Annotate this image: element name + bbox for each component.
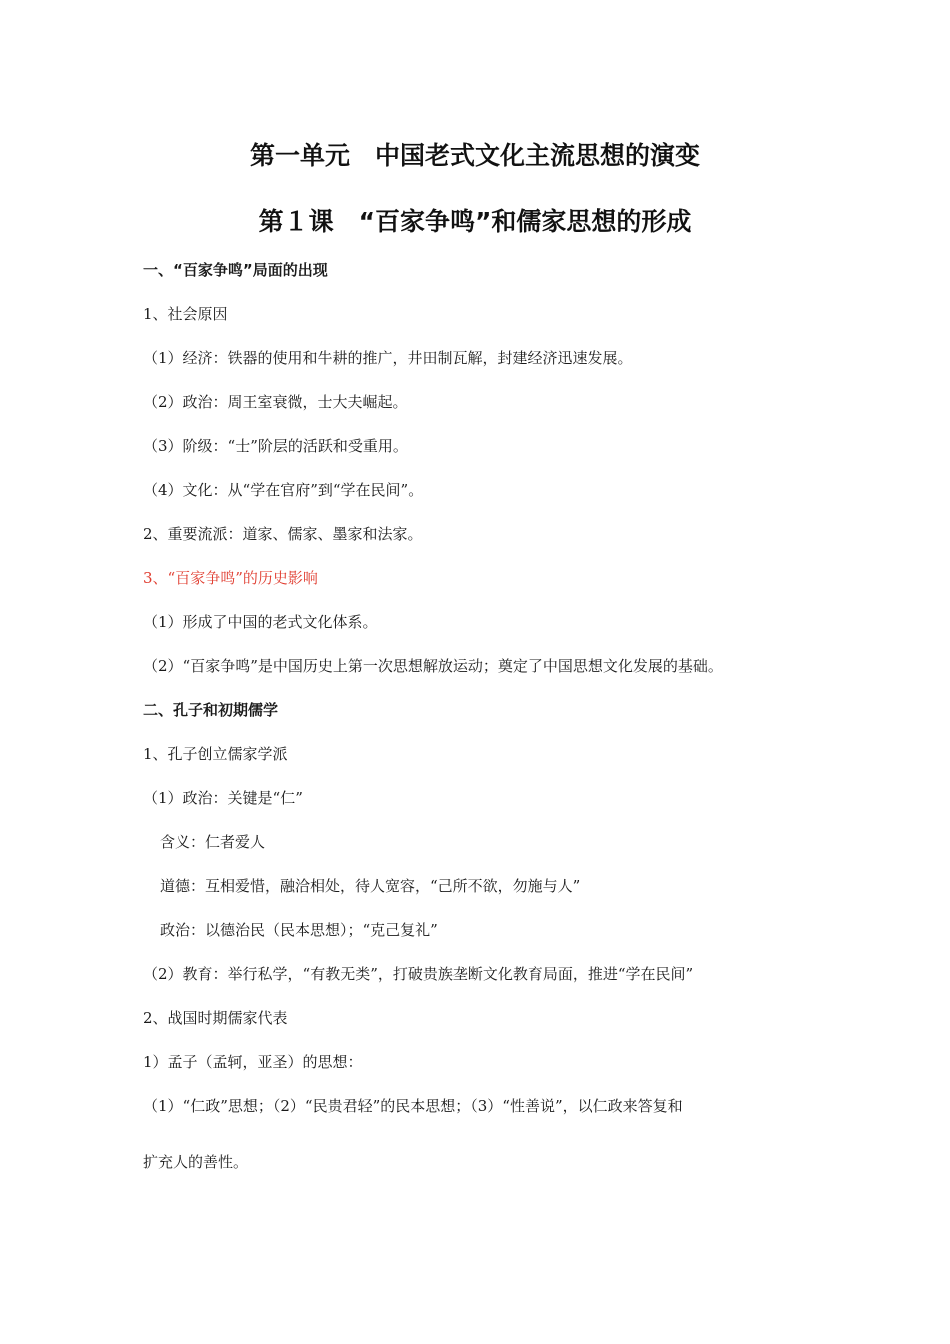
paragraph-line-indented: 道德：互相爱惜，融洽相处，待人宽容，“己所不欲，勿施与人”: [160, 877, 581, 895]
paragraph-line: （1）形成了中国的老式文化体系。: [143, 613, 378, 631]
paragraph-line: （2）政治：周王室衰微，士大夫崛起。: [143, 393, 408, 411]
unit-title: 第一单元 中国老式文化主流思想的演变: [249, 141, 700, 170]
section-heading-2: 二、孔子和初期儒学: [143, 701, 279, 719]
paragraph-line: 扩充人的善性。: [143, 1153, 249, 1171]
paragraph-line: （1）经济：铁器的使用和牛耕的推广，井田制瓦解，封建经济迅速发展。: [143, 349, 633, 367]
subsection-1-2: 2、重要流派：道家、儒家、墨家和法家。: [143, 525, 423, 543]
paragraph-line: （2）教育：举行私学，“有教无类”，打破贵族垄断文化教育局面，推进“学在民间”: [143, 965, 694, 983]
paragraph-line-indented: 含义：仁者爱人: [160, 833, 266, 851]
section-heading-1: 一、“百家争鸣”局面的出现: [143, 261, 328, 279]
paragraph-line: （1）政治：关键是“仁”: [143, 789, 303, 807]
paragraph-line: （4）文化：从“学在官府”到“学在民间”。: [143, 481, 424, 499]
subsection-2-2: 2、战国时期儒家代表: [143, 1009, 288, 1027]
paragraph-line: 1）孟子（孟轲，亚圣）的思想：: [143, 1053, 363, 1071]
paragraph-line: （2）“百家争鸣”是中国历史上第一次思想解放运动；奠定了中国思想文化发展的基础。: [143, 657, 723, 675]
subsection-1-1: 1、社会原因: [143, 305, 228, 323]
lesson-title: 第１课 “百家争鸣”和儒家思想的形成: [258, 207, 692, 236]
paragraph-line-indented: 政治：以德治民（民本思想）；“克己复礼”: [160, 921, 438, 939]
paragraph-line: （1）“仁政”思想；（2）“民贵君轻”的民本思想；（3）“性善说”，以仁政来答复和: [143, 1097, 683, 1115]
subsection-1-3-highlight: 3、“百家争鸣”的历史影响: [143, 569, 318, 587]
paragraph-line: （3）阶级：“士”阶层的活跃和受重用。: [143, 437, 408, 455]
subsection-2-1: 1、孔子创立儒家学派: [143, 745, 288, 763]
